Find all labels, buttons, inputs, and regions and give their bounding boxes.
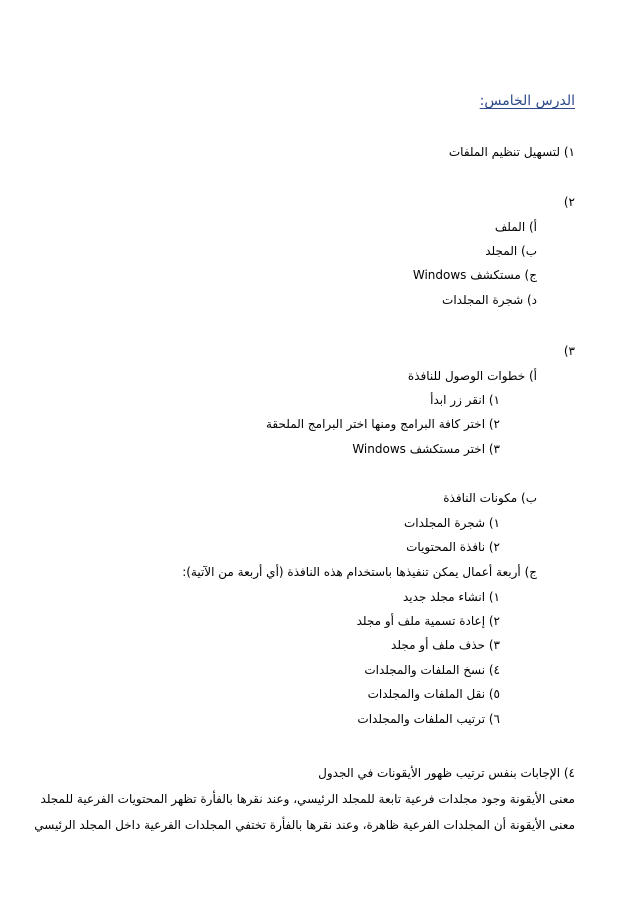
answer-2-label: ٢) xyxy=(563,195,575,209)
answer-3b-item-1: ١) شجرة المجلدات xyxy=(403,516,500,530)
answer-3c-item-6: ٦) ترتيب الملفات والمجلدات xyxy=(357,712,500,726)
answer-3c-item-4: ٤) نسخ الملفات والمجلدات xyxy=(364,663,500,677)
answer-3c-heading: ج) أربعة أعمال يمكن تنفيذها باستخدام هذه النافذة (أي أربعة من الآتية): xyxy=(182,565,537,579)
answer-4-heading: ٤) الإجابات بنفس ترتيب ظهور الأيقونات في الجدول xyxy=(318,766,575,780)
answer-3b-item-2: ٢) نافذة المحتويات xyxy=(406,540,500,554)
answer-2-item-c: ج) مستكشف Windows xyxy=(412,268,537,282)
answer-3c-item-1: ١) انشاء مجلد جديد xyxy=(402,590,500,604)
answer-3c-item-5: ٥) نقل الملفات والمجلدات xyxy=(367,687,500,701)
answer-2-item-a: أ) الملف xyxy=(494,220,537,234)
answer-4-line-1: معنى الأيقونة وجود مجلدات فرعية تابعة للمجلد الرئيسي، وعند نقرها بالفأرة تظهر المحتويات الفرعية للمجلد xyxy=(40,792,575,806)
answer-3a-step-2: ٢) اختر كافة البرامج ومنها اختر البرامج الملحقة xyxy=(265,417,500,431)
answer-2-item-d: د) شجرة المجلدات xyxy=(442,293,537,307)
answer-1: ١) لتسهيل تنظيم الملفات xyxy=(448,145,575,159)
answer-3c-item-3: ٣) حذف ملف أو مجلد xyxy=(391,638,500,652)
lesson-title: الدرس الخامس: xyxy=(479,93,575,109)
answer-3b-heading: ب) مكونات النافذة xyxy=(443,491,537,505)
answer-3a-heading: أ) خطوات الوصول للنافذة xyxy=(407,369,537,383)
answer-4-line-2: معنى الأيقونة أن المجلدات الفرعية ظاهرة، وعند نقرها بالفأرة تختفي المجلدات الفرعية داخل المجلد الرئيسي xyxy=(34,818,575,832)
answer-3a-step-3: ٣) اختر مستكشف Windows xyxy=(352,442,500,456)
answer-3c-item-2: ٢) إعادة تسمية ملف أو مجلد xyxy=(356,614,500,628)
answer-2-item-b: ب) المجلد xyxy=(485,244,537,258)
answer-3-label: ٣) xyxy=(563,344,575,358)
answer-3a-step-1: ١) انقر زر ابدأ xyxy=(430,393,500,407)
